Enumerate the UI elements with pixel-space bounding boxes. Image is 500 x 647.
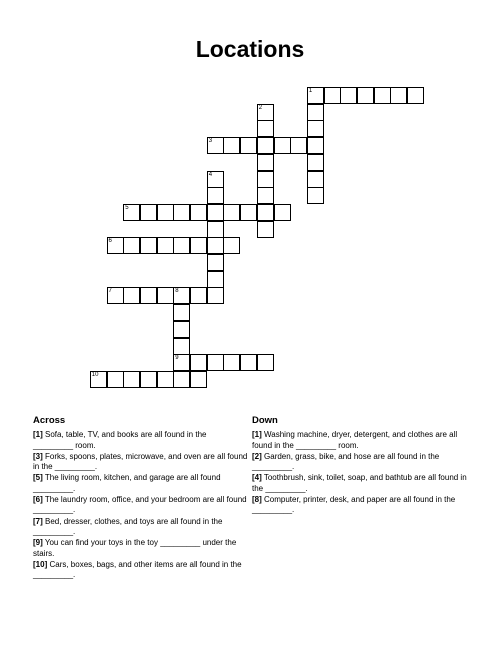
grid-cell[interactable] bbox=[207, 137, 224, 154]
clue-text: Bed, dresser, clothes, and toys are all found in the _________. bbox=[33, 516, 223, 536]
clue-label: [10] bbox=[33, 559, 48, 569]
down-clue bbox=[252, 430, 470, 451]
down-clue bbox=[252, 452, 470, 473]
grid-cell[interactable] bbox=[407, 87, 424, 104]
grid-cell[interactable] bbox=[207, 204, 224, 221]
across-clues bbox=[33, 416, 248, 581]
clue-label: [1] bbox=[252, 430, 262, 440]
down-clues bbox=[252, 416, 470, 517]
grid-cell[interactable] bbox=[123, 287, 140, 304]
grid-cell[interactable] bbox=[374, 87, 391, 104]
grid-cell[interactable] bbox=[390, 87, 407, 104]
grid-cell[interactable] bbox=[107, 287, 124, 304]
grid-cell[interactable] bbox=[307, 120, 324, 137]
clue-label: [7] bbox=[33, 516, 43, 526]
grid-cell[interactable] bbox=[190, 287, 207, 304]
clue-text: The living room, kitchen, and garage are all found _________. bbox=[33, 473, 221, 493]
grid-cell[interactable] bbox=[90, 371, 107, 388]
grid-cell[interactable] bbox=[257, 221, 274, 238]
grid-cell[interactable] bbox=[107, 371, 124, 388]
grid-cell[interactable] bbox=[207, 171, 224, 188]
clue-number: 8 bbox=[175, 288, 179, 295]
clue-number: 3 bbox=[208, 138, 213, 145]
grid-cell[interactable] bbox=[307, 87, 324, 104]
clue-number: 7 bbox=[108, 288, 112, 295]
grid-cell[interactable] bbox=[240, 354, 257, 371]
grid-cell[interactable] bbox=[307, 187, 324, 204]
clue-text: Washing machine, dryer, detergent, and clothes are all found in the _________ room. bbox=[252, 430, 458, 450]
grid-cell[interactable] bbox=[257, 104, 274, 121]
grid-cell[interactable] bbox=[274, 204, 291, 221]
grid-cell[interactable] bbox=[173, 304, 190, 321]
grid-cell[interactable] bbox=[223, 237, 240, 254]
grid-cell[interactable] bbox=[257, 120, 274, 137]
clue-label: [6] bbox=[33, 495, 43, 505]
clue-number: 9 bbox=[175, 355, 179, 362]
grid-cell[interactable] bbox=[307, 104, 324, 121]
grid-cell[interactable] bbox=[307, 137, 324, 154]
grid-cell[interactable] bbox=[207, 221, 224, 238]
grid-cell[interactable] bbox=[240, 137, 257, 154]
clue-text: Garden, grass, bike, and hose are all found in the _________. bbox=[252, 451, 440, 472]
clue-text: Computer, printer, desk, and paper are all found in the _________. bbox=[252, 495, 456, 515]
grid-cell[interactable] bbox=[173, 338, 190, 355]
clue-text: The laundry room, office, and your bedroom are all found _________. bbox=[33, 495, 247, 515]
grid-cell[interactable] bbox=[157, 204, 174, 221]
clue-text: Toothbrush, sink, toilet, soap, and bathtub are all found in the _________. bbox=[252, 473, 467, 493]
grid-cell[interactable] bbox=[140, 237, 157, 254]
grid-cell[interactable] bbox=[173, 321, 190, 338]
across-heading: Across bbox=[33, 415, 66, 426]
clue-text: Sofa, table, TV, and books are all found in the _________ room. bbox=[33, 430, 207, 450]
across-clue bbox=[33, 538, 248, 559]
across-clue bbox=[33, 452, 248, 473]
clue-number: 4 bbox=[208, 171, 213, 178]
clue-label: [9] bbox=[33, 538, 43, 548]
clue-label: [2] bbox=[252, 451, 262, 461]
across-clue bbox=[33, 517, 248, 538]
clue-label: [3] bbox=[33, 451, 43, 461]
grid-cell[interactable] bbox=[190, 354, 207, 371]
grid-cell[interactable] bbox=[223, 354, 240, 371]
clue-text: Forks, spoons, plates, microwave, and oven are all found in the _________. bbox=[33, 451, 248, 472]
grid-cell[interactable] bbox=[107, 237, 124, 254]
clue-number: 10 bbox=[91, 371, 99, 378]
grid-cell[interactable] bbox=[190, 204, 207, 221]
clue-number: 1 bbox=[308, 88, 313, 94]
grid-cell[interactable] bbox=[257, 137, 274, 154]
grid-cell[interactable] bbox=[207, 187, 224, 204]
grid-cell[interactable] bbox=[207, 354, 224, 371]
clue-label: [1] bbox=[33, 430, 43, 440]
grid-cell[interactable] bbox=[340, 87, 357, 104]
grid-cell[interactable] bbox=[257, 204, 274, 221]
grid-cell[interactable] bbox=[207, 287, 224, 304]
grid-cell[interactable] bbox=[257, 154, 274, 171]
down-heading: Down bbox=[252, 415, 278, 426]
grid-cell[interactable] bbox=[173, 354, 190, 371]
grid-cell[interactable] bbox=[207, 254, 224, 271]
clue-label: [5] bbox=[33, 473, 43, 483]
clue-number: 6 bbox=[108, 238, 112, 245]
grid-cell[interactable] bbox=[190, 371, 207, 388]
clue-text: Cars, boxes, bags, and other items are all found in the _________. bbox=[33, 559, 242, 580]
grid-cell[interactable] bbox=[123, 237, 140, 254]
grid-cell[interactable] bbox=[207, 237, 224, 254]
grid-cell[interactable] bbox=[190, 237, 207, 254]
clue-label: [8] bbox=[252, 495, 262, 505]
clue-number: 5 bbox=[125, 204, 129, 211]
grid-cell[interactable] bbox=[140, 287, 157, 304]
grid-cell[interactable] bbox=[240, 204, 257, 221]
grid-cell[interactable] bbox=[173, 237, 190, 254]
grid-cell[interactable] bbox=[173, 371, 190, 388]
across-clue bbox=[33, 473, 248, 494]
down-clue bbox=[252, 473, 470, 494]
grid-cell[interactable] bbox=[223, 137, 240, 154]
grid-cell[interactable] bbox=[173, 204, 190, 221]
grid-cell[interactable] bbox=[157, 287, 174, 304]
grid-cell[interactable] bbox=[140, 204, 157, 221]
grid-cell[interactable] bbox=[123, 371, 140, 388]
grid-cell[interactable] bbox=[157, 237, 174, 254]
grid-cell[interactable] bbox=[307, 154, 324, 171]
grid-cell[interactable] bbox=[274, 137, 291, 154]
across-clue bbox=[33, 430, 248, 451]
grid-cell[interactable] bbox=[123, 204, 140, 221]
grid-cell[interactable] bbox=[357, 87, 374, 104]
grid-cell[interactable] bbox=[307, 171, 324, 188]
grid-cell[interactable] bbox=[257, 171, 274, 188]
down-clue bbox=[252, 495, 470, 516]
grid-cell[interactable] bbox=[324, 87, 341, 104]
grid-cell[interactable] bbox=[140, 371, 157, 388]
puzzle-title: Locations bbox=[195, 36, 305, 62]
clue-text: You can find your toys in the toy _________ under the stairs. bbox=[33, 538, 237, 558]
across-clue bbox=[33, 560, 248, 581]
across-clue bbox=[33, 495, 248, 516]
clue-number: 2 bbox=[258, 104, 263, 111]
grid-cell[interactable] bbox=[257, 354, 274, 371]
grid-cell[interactable] bbox=[257, 187, 274, 204]
clue-label: [4] bbox=[252, 473, 262, 483]
grid-cell[interactable] bbox=[290, 137, 307, 154]
grid-cell[interactable] bbox=[173, 287, 190, 304]
grid-cell[interactable] bbox=[207, 271, 224, 288]
grid-cell[interactable] bbox=[157, 371, 174, 388]
grid-cell[interactable] bbox=[223, 204, 240, 221]
